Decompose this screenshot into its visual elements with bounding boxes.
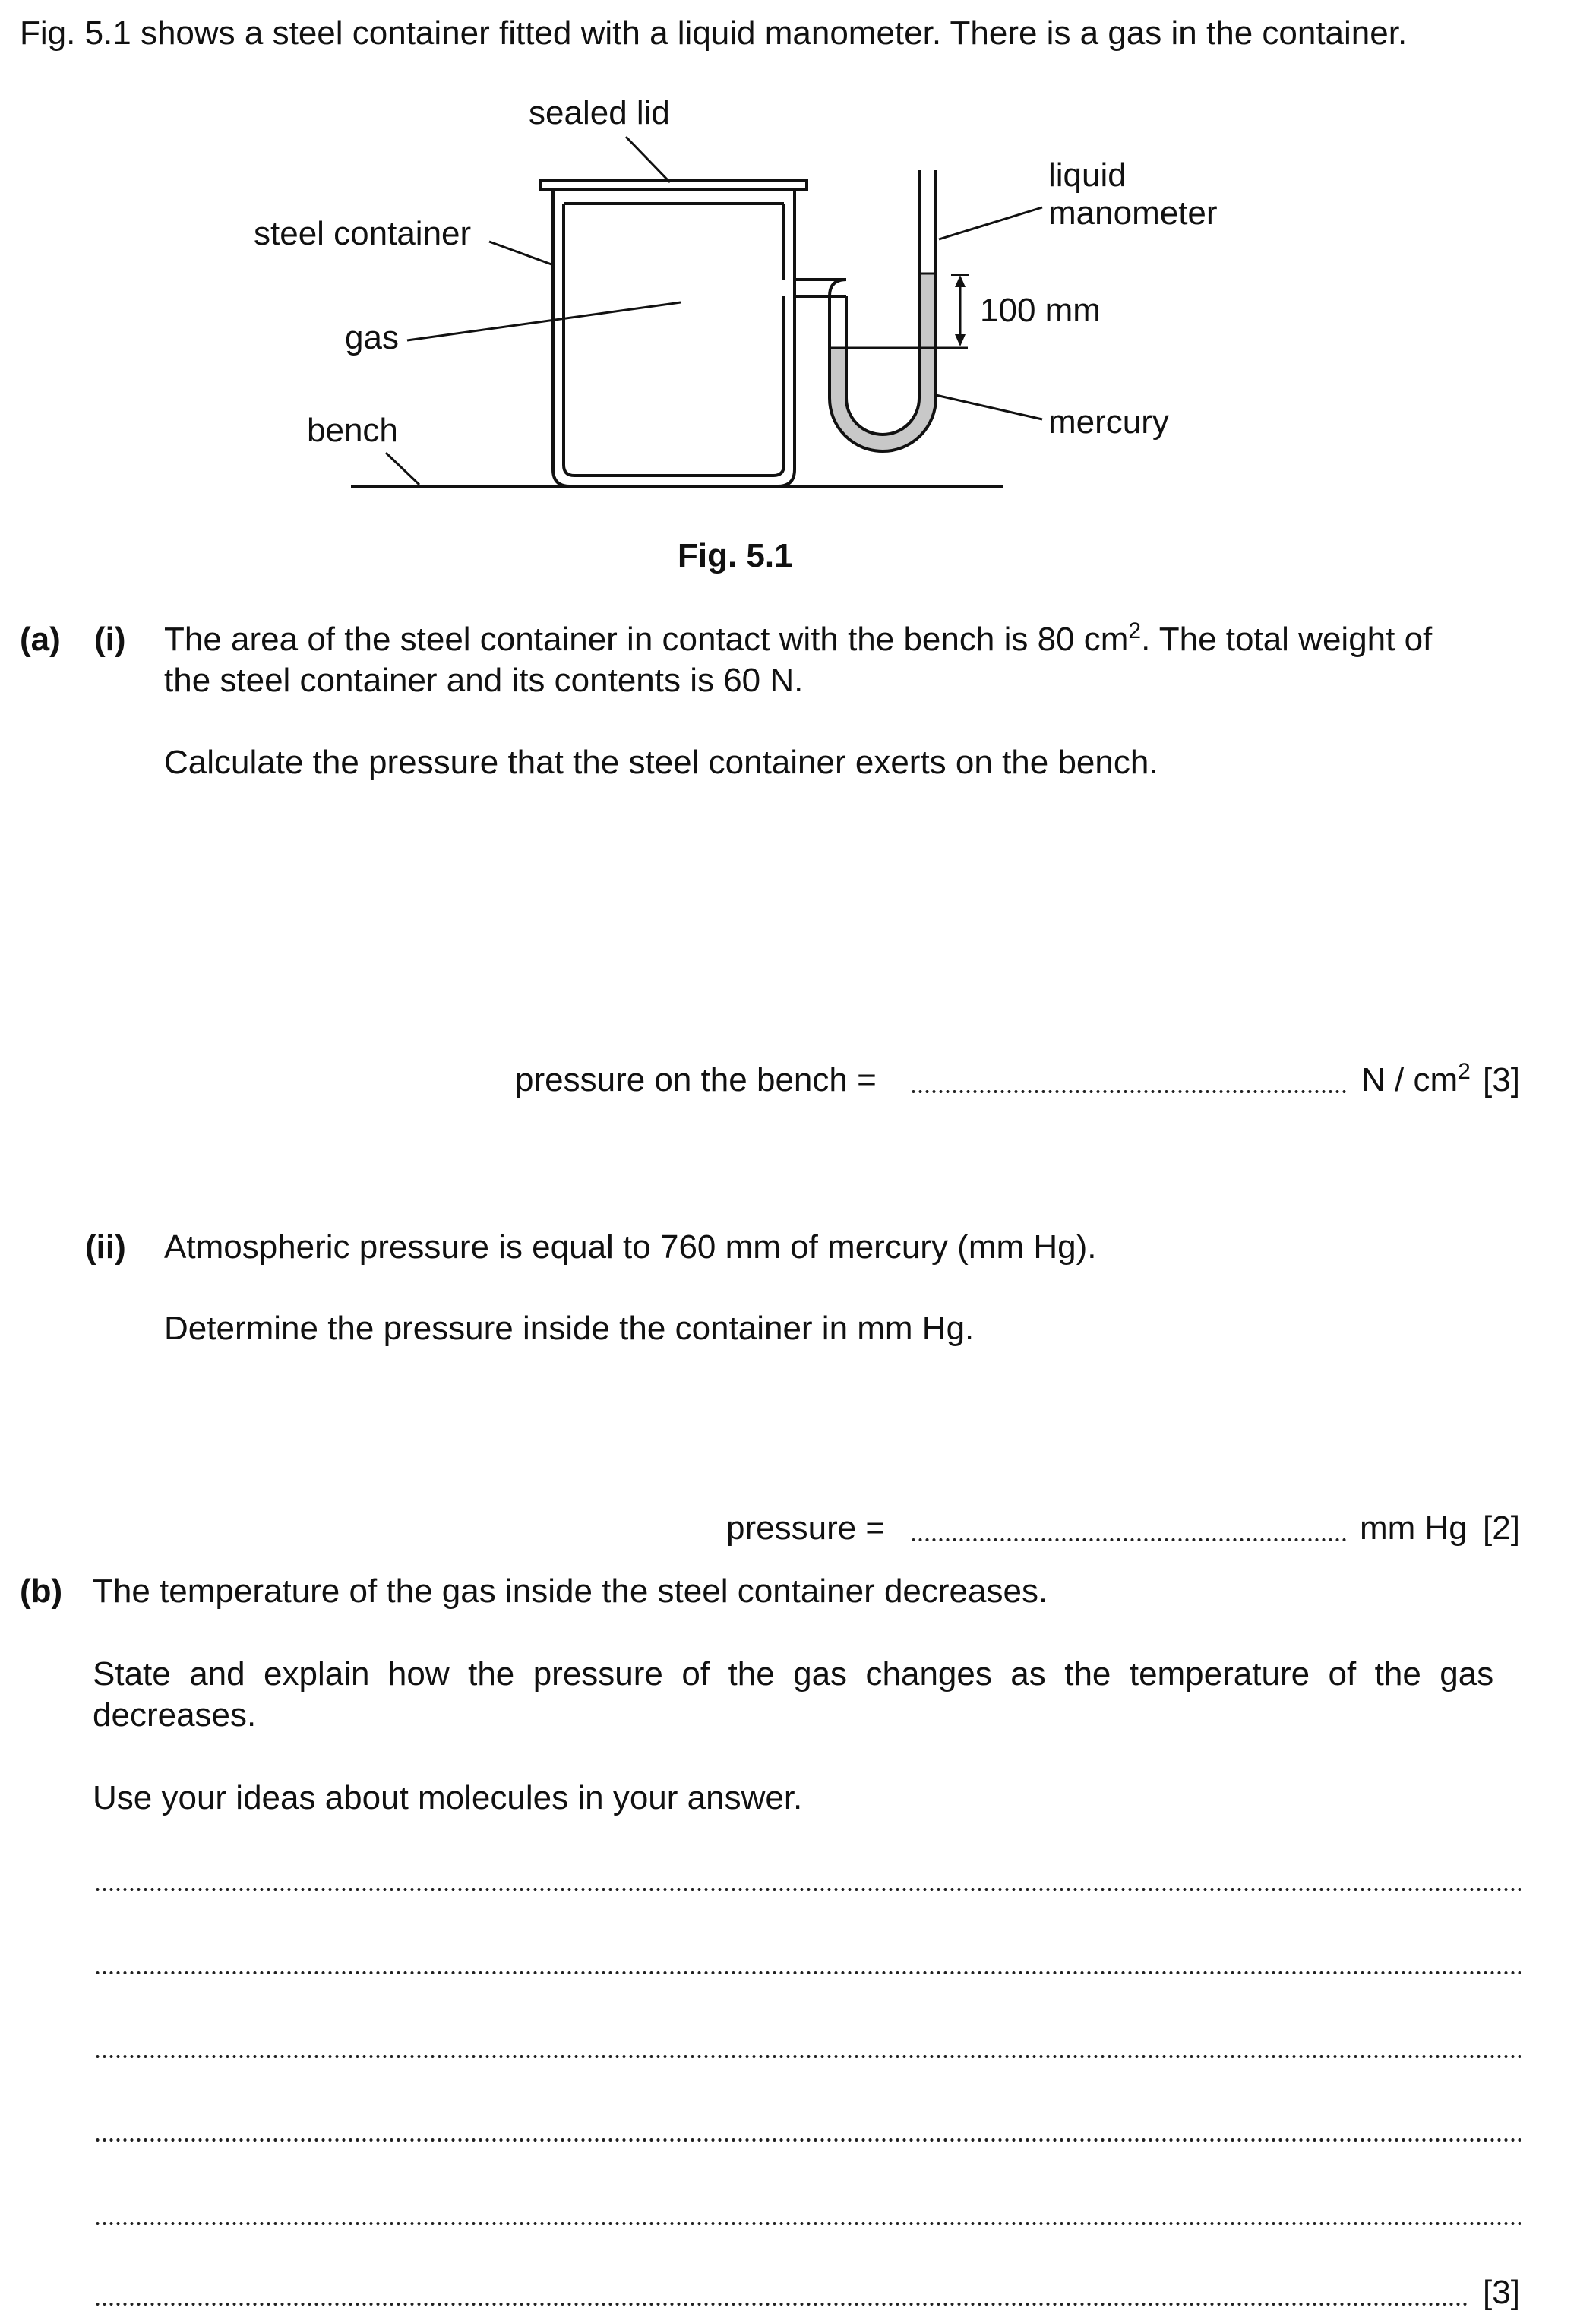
part-b-answer-line-5[interactable]	[94, 2220, 1521, 2227]
label-mercury: mercury	[1048, 403, 1169, 441]
part-a-ii-line1: Atmospheric pressure is equal to 760 mm of mercury (mm Hg).	[164, 1228, 1097, 1266]
part-a-ii-instruction: Determine the pressure inside the container in mm Hg.	[164, 1310, 975, 1347]
part-b-answer-line-2[interactable]	[94, 1969, 1521, 1977]
part-b-line2b: decreases.	[93, 1696, 257, 1734]
leader-bench	[386, 453, 419, 485]
arrowhead-down	[955, 334, 966, 346]
label-liquid: liquid	[1048, 156, 1127, 194]
part-b-label: (b)	[20, 1573, 63, 1610]
part-b-answer-line-3[interactable]	[94, 2053, 1521, 2060]
container-inner-wall	[564, 204, 784, 476]
part-a-i-line1: The area of the steel container in contact with the bench is 80 $cm^2$. The total weight of	[164, 618, 1433, 658]
part-a-label: (a)	[20, 621, 61, 658]
label-bench: bench	[307, 412, 398, 449]
arrowhead-up	[955, 275, 966, 287]
part-a-i-label: (i)	[94, 621, 126, 658]
part-b-answer-line-4[interactable]	[94, 2136, 1521, 2144]
leader-gas	[407, 302, 681, 340]
part-a-ii-unit: mm Hg	[1360, 1509, 1468, 1547]
label-gas: gas	[345, 319, 399, 356]
part-b-line1: The temperature of the gas inside the steel container decreases.	[93, 1573, 1048, 1610]
leader-mercury	[936, 395, 1042, 419]
part-b-answer-line-1[interactable]	[94, 1886, 1521, 1893]
part-a-ii-label: (ii)	[85, 1228, 126, 1266]
label-manometer: manometer	[1048, 194, 1218, 232]
label-height: 100 mm	[980, 292, 1101, 329]
figure-caption: Fig. 5.1	[678, 537, 793, 574]
leader-sealed-lid	[626, 137, 670, 182]
part-a-i-marks: [3]	[1483, 1061, 1520, 1098]
part-a-ii-marks: [2]	[1483, 1509, 1520, 1547]
part-b-line2a: State and explain how the pressure of the gas changes as the temperature of the gas	[93, 1655, 1494, 1693]
part-b-marks: [3]	[1483, 2274, 1520, 2311]
label-steel-container: steel container	[254, 215, 472, 252]
label-sealed-lid: sealed lid	[529, 94, 670, 131]
sealed-lid	[541, 180, 807, 189]
part-b-line3: Use your ideas about molecules in your answer.	[93, 1779, 803, 1816]
leader-manometer	[939, 207, 1042, 239]
part-a-i-answer-label: pressure on the bench =	[515, 1061, 877, 1098]
manometer-tube-inner	[846, 170, 919, 435]
leader-steel-container	[489, 242, 551, 264]
part-a-i-answer-line[interactable]	[910, 1088, 1348, 1095]
part-a-ii-answer-label: pressure =	[726, 1509, 886, 1547]
figure-5-1	[0, 76, 1596, 653]
part-a-ii-answer-line[interactable]	[910, 1536, 1348, 1544]
part-b-answer-line-6[interactable]	[94, 2300, 1469, 2308]
part-a-i-instruction: Calculate the pressure that the steel container exerts on the bench.	[164, 744, 1158, 781]
container-outer-wall	[553, 188, 795, 486]
intro-text: Fig. 5.1 shows a steel container fitted with a liquid manometer. There is a gas in the container.	[20, 14, 1408, 52]
part-a-i-unit: N / $cm^2$	[1361, 1059, 1471, 1098]
part-a-i-line2: the steel container and its contents is 60 N.	[164, 662, 804, 699]
